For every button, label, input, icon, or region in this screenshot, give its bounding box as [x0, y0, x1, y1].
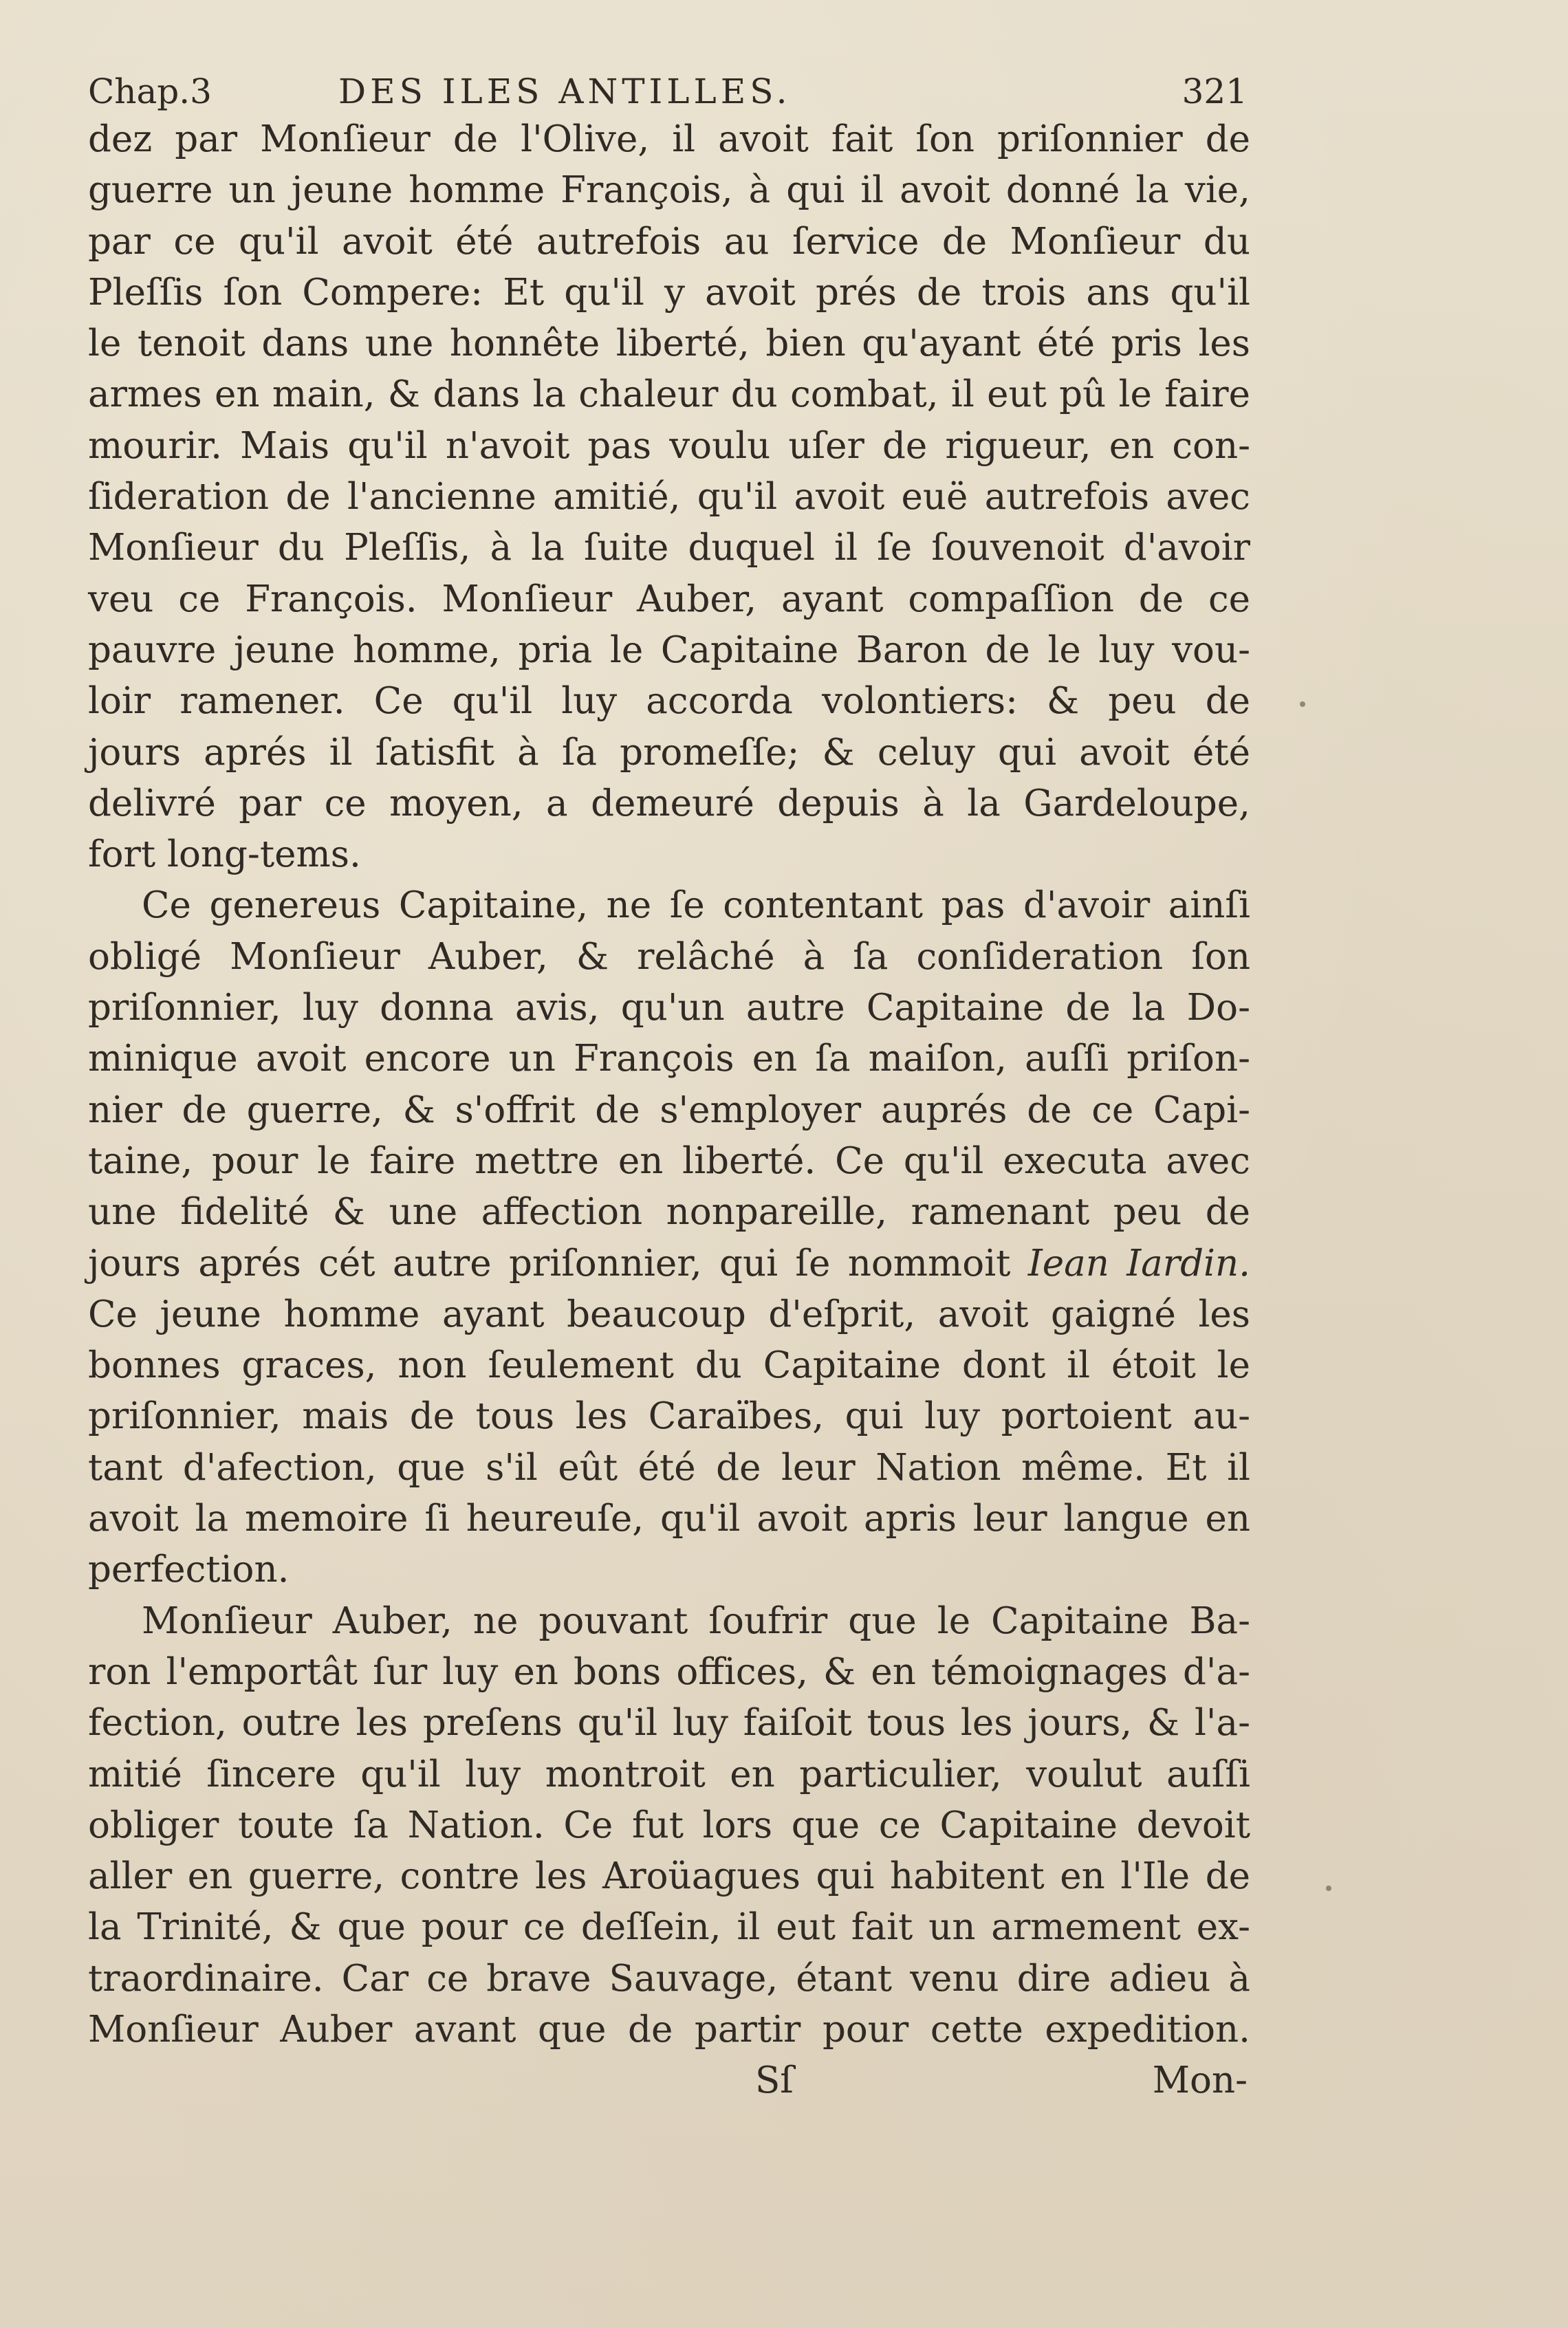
page-footer	[88, 2055, 1250, 2106]
ink-speck	[1326, 1886, 1331, 1891]
text-line-paragraph-start: Ce genereus Capitaine, ne ſe contentant pas d'avoir ainſi	[142, 884, 1250, 927]
text-line-paragraph-start: Monſieur Auber, ne pouvant ſoufrir que le Capitaine Ba-	[142, 1599, 1250, 1642]
ink-speck	[1300, 701, 1305, 707]
text-line: obligé Monſieur Auber, & relâché à ſa conſideration ſon	[88, 935, 1250, 978]
text-line: loir ramener. Ce qu'il luy accorda volontiers: & peu de	[88, 680, 1250, 723]
text-line-start: jours aprés cét autre priſonnier, qui ſe nommoit	[88, 1242, 1011, 1285]
text-line: mitié ſincere qu'il luy montroit en particulier, voulut auſſi	[88, 1753, 1250, 1795]
text-line: perfection.	[88, 1549, 290, 1591]
body-text	[88, 114, 1250, 2055]
text-line: pauvre jeune homme, pria le Capitaine Baron de le luy vou-	[88, 629, 1250, 671]
text-line: veu ce François. Monſieur Auber, ayant compaſſion de ce	[88, 578, 1250, 620]
text-line: armes en main, & dans la chaleur du combat, il eut pû le faire	[88, 373, 1250, 416]
catchword: Mon-	[1152, 2060, 1248, 2102]
text-line: aller en guerre, contre les Aroüagues qui habitent en l'Ile de	[88, 1855, 1250, 1898]
text-line: priſonnier, mais de tous les Caraïbes, qui luy portoient au-	[88, 1395, 1250, 1438]
text-line: obliger toute ſa Nation. Ce fut lors que ce Capitaine devoit	[88, 1804, 1250, 1846]
text-line: jours aprés il ſatisfit à ſa promeſſe; & celuy qui avoit été	[88, 731, 1250, 774]
text-line: une fidelité & une affection nonpareille, ramenant peu de	[88, 1191, 1250, 1234]
running-title: DES ILES ANTILLES.	[338, 72, 792, 111]
text-line: fort long-tems.	[88, 833, 361, 876]
text-line: mourir. Mais qu'il n'avoit pas voulu uſer de rigueur, en con-	[88, 424, 1250, 467]
text-line: tant d'afection, que s'il eût été de leur Nation même. Et il	[88, 1446, 1250, 1489]
text-line: priſonnier, luy donna avis, qu'un autre Capitaine de la Do-	[88, 987, 1250, 1029]
text-line: minique avoit encore un François en ſa maiſon, auſſi priſon-	[88, 1038, 1250, 1080]
text-line: taine, pour le faire mettre en liberté. Ce qu'il executa avec	[88, 1139, 1250, 1182]
text-line: delivré par ce moyen, a demeuré depuis à la Gardeloupe,	[88, 782, 1250, 824]
text-line: Monſieur du Pleſſis, à la ſuite duquel il ſe ſouvenoit d'avoir	[88, 527, 1250, 569]
text-line: dez par Monſieur de l'Olive, il avoit fait ſon priſonnier de	[88, 118, 1250, 160]
text-line: fection, outre les preſens qu'il luy faiſoit tous les jours, & l'a-	[88, 1702, 1250, 1745]
signature-mark: Sſ	[755, 2060, 794, 2102]
text-line: Monſieur Auber avant que de partir pour cette expedition.	[88, 2008, 1250, 2051]
chapter-label: Chap.3	[88, 72, 212, 111]
italic-person-name: Iean Iardin.	[1027, 1242, 1250, 1285]
text-line: le tenoit dans une honnête liberté, bien qu'ayant été pris les	[88, 323, 1250, 365]
running-header	[88, 69, 1250, 114]
text-block	[88, 69, 1250, 2106]
text-line: traordinaire. Car ce brave Sauvage, étant venu dire adieu à	[88, 1957, 1250, 2000]
text-line: ron l'emportât ſur luy en bons offices, & en témoignages d'a-	[88, 1650, 1250, 1693]
text-line: la Trinité, & que pour ce deſſein, il eut fait un armement ex-	[88, 1906, 1250, 1949]
page-number: 321	[1182, 72, 1248, 111]
text-line: guerre un jeune homme François, à qui il avoit donné la vie,	[88, 169, 1250, 212]
text-line: bonnes graces, non ſeulement du Capitaine dont il étoit le	[88, 1344, 1250, 1387]
text-line: ſideration de l'ancienne amitié, qu'il avoit euë autrefois avec	[88, 476, 1250, 518]
text-line: avoit la memoire ſi heureuſe, qu'il avoit apris leur langue en	[88, 1498, 1250, 1540]
text-line: Ce jeune homme ayant beaucoup d'eſprit, avoit gaigné les	[88, 1293, 1250, 1335]
text-line-with-name	[88, 1238, 1250, 1289]
text-line: nier de guerre, & s'offrit de s'employer auprés de ce Capi-	[88, 1089, 1250, 1131]
text-line: Pleſſis ſon Compere: Et qu'il y avoit prés de trois ans qu'il	[88, 271, 1250, 314]
text-line: par ce qu'il avoit été autrefois au ſervice de Monſieur du	[88, 220, 1250, 263]
